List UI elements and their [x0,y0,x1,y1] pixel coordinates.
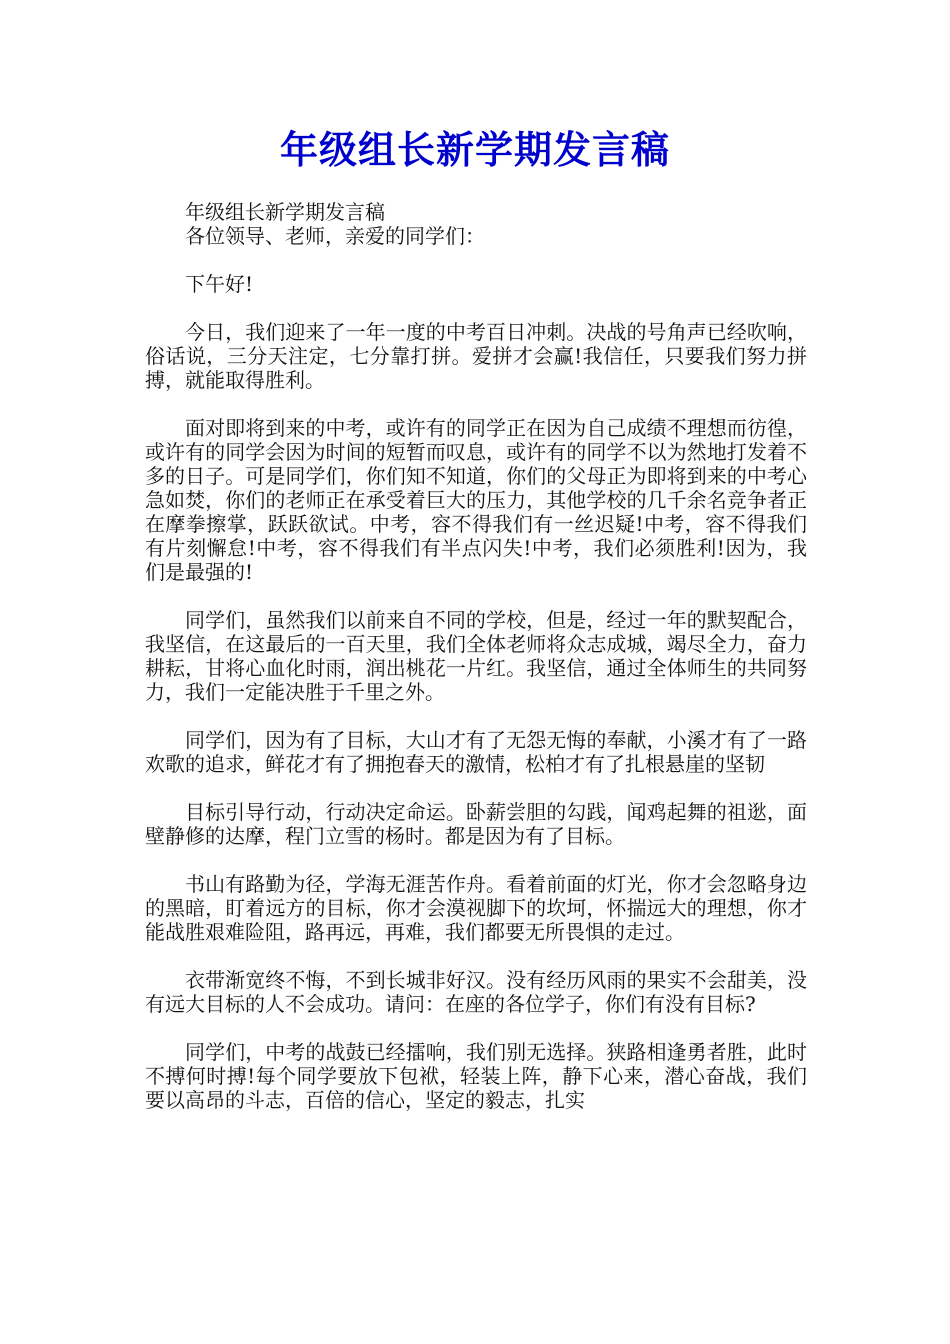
paragraph-gap [145,584,807,608]
paragraph-gap [145,248,807,272]
document-body [145,200,807,1112]
paragraph: 同学们，虽然我们以前来自不同的学校，但是，经过一年的默契配合，我坚信，在这最后的一百天里，我们全体老师将众志成城，竭尽全力，奋力耕耘，甘将心血化时雨，润出桃花一片红。我坚信，通过全体师生的共同努力，我们一定能决胜于千里之外。 [145,608,807,704]
paragraph-gap [145,296,807,320]
paragraph: 面对即将到来的中考，或许有的同学正在因为自己成绩不理想而彷徨，或许有的同学会因为时间的短暂而叹息，或许有的同学不以为然地打发着不多的日子。可是同学们，你们知不知道，你们的父母正为即将到来的中考心急如焚，你们的老师正在承受着巨大的压力，其他学校的几千余名竞争者正在摩拳擦掌，跃跃欲试。中考，容不得我们有一丝迟疑!中考，容不得我们有片刻懈怠!中考，容不得我们有半点闪失!中考，我们必须胜利!因为，我们是最强的! [145,416,807,584]
paragraph-gap [145,1016,807,1040]
paragraph-gap [145,776,807,800]
paragraph-gap [145,848,807,872]
paragraph-gap [145,392,807,416]
paragraph-gap [145,704,807,728]
paragraph-gap [145,944,807,968]
paragraph-salutation: 各位领导、老师，亲爱的同学们： [185,224,485,248]
paragraph: 同学们，因为有了目标，大山才有了无怨无悔的奉献，小溪才有了一路欢歌的追求，鲜花才有了拥抱春天的激情，松柏才有了扎根悬崖的坚韧 [145,728,807,776]
paragraph: 书山有路勤为径，学海无涯苦作舟。看着前面的灯光，你才会忽略身边的黑暗，盯着远方的目标，你才会漠视脚下的坎坷，怀揣远大的理想，你才能战胜艰难险阻，路再远，再难，我们都要无所畏惧的走过。 [145,872,807,944]
paragraph: 今日，我们迎来了一年一度的中考百日冲刺。决战的号角声已经吹响，俗话说，三分天注定，七分靠打拼。爱拼才会赢!我信任，只要我们努力拼搏，就能取得胜利。 [145,320,807,392]
paragraph: 衣带渐宽终不悔，不到长城非好汉。没有经历风雨的果实不会甜美，没有远大目标的人不会成功。请问：在座的各位学子，你们有没有目标? [145,968,807,1016]
paragraph: 同学们，中考的战鼓已经擂响，我们别无选择。狭路相逢勇者胜，此时不搏何时搏!每个同学要放下包袱，轻装上阵，静下心来，潜心奋战，我们要以高昂的斗志，百倍的信心，坚定的毅志，扎实 [145,1040,807,1112]
paragraph-greeting: 下午好! [185,272,254,296]
paragraph: 目标引导行动，行动决定命运。卧薪尝胆的勾践，闻鸡起舞的祖逖，面壁静修的达摩，程门立雪的杨时。都是因为有了目标。 [145,800,807,848]
paragraph-heading-repeat: 年级组长新学期发言稿 [185,200,385,224]
document-title: 年级组长新学期发言稿 [279,127,670,172]
